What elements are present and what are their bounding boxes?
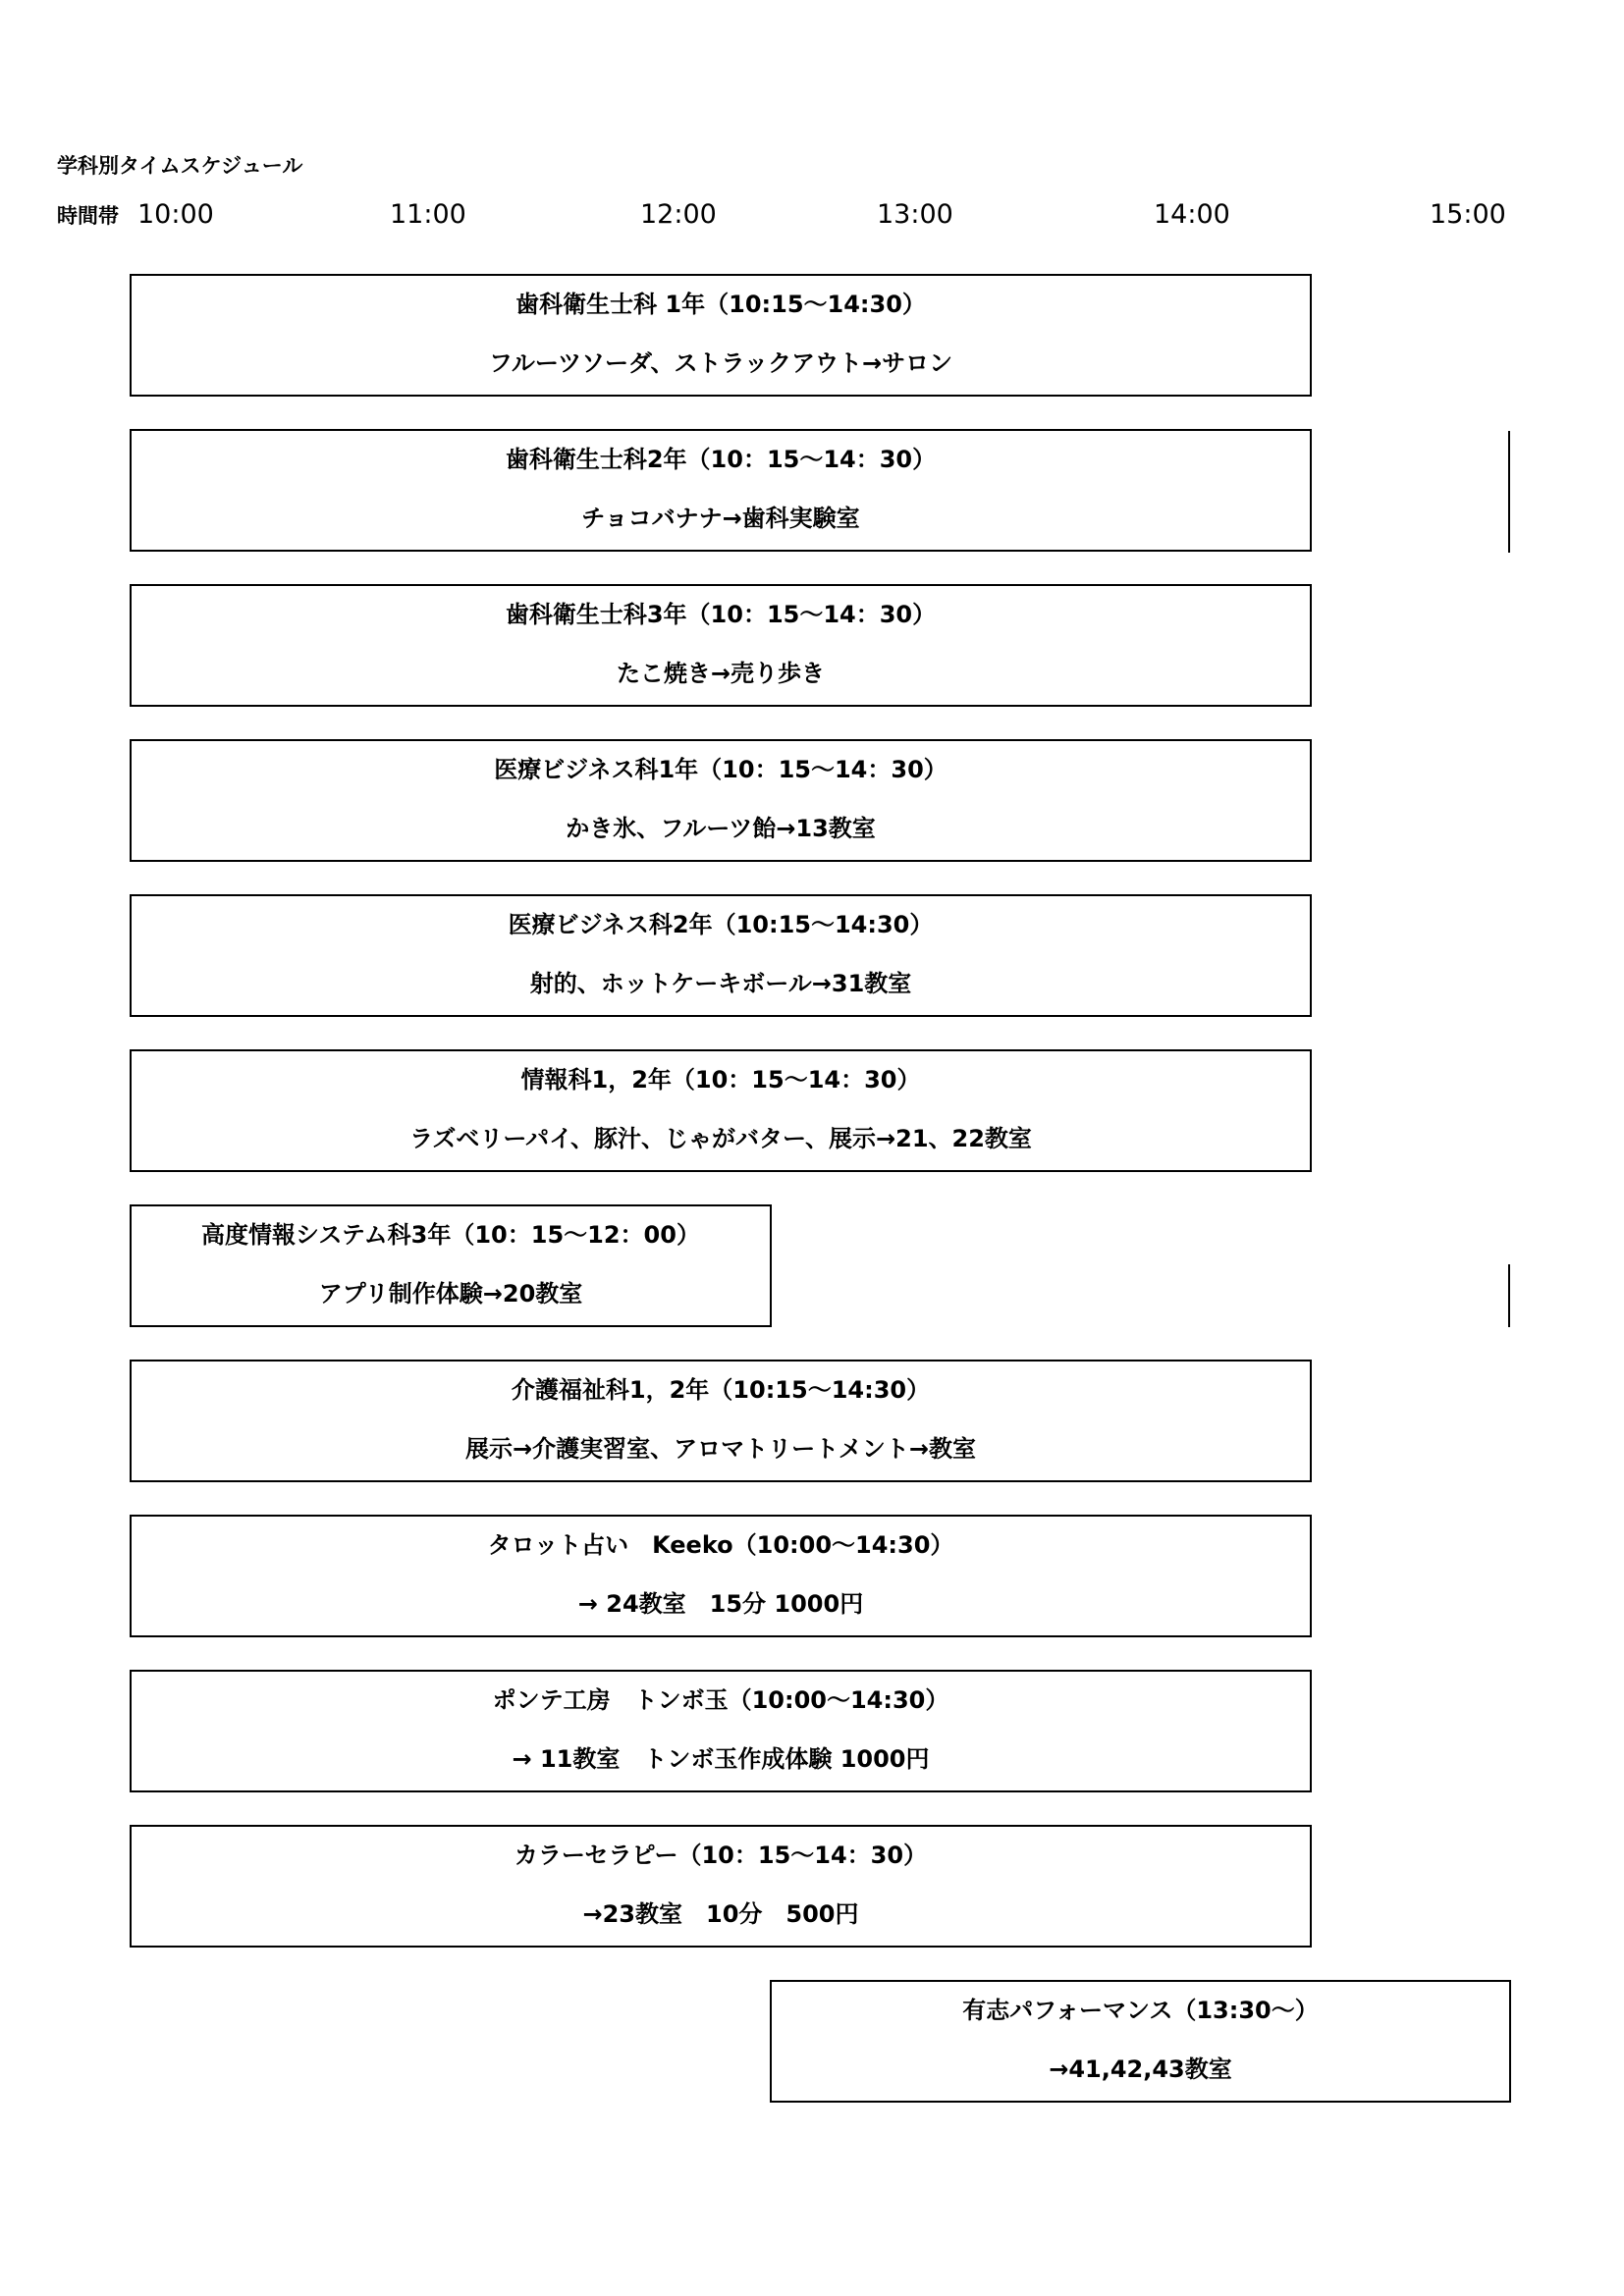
margin-rule-upper: [1508, 431, 1510, 553]
entry-heading: 医療ビジネス科1年（10：15～14：30）: [494, 756, 947, 783]
schedule-entry-dental-hygiene-1: [130, 274, 1312, 397]
entry-heading: カラーセラピー（10：15～14：30）: [514, 1842, 928, 1869]
entry-heading: 有志パフォーマンス（13:30～）: [962, 1997, 1319, 2024]
time-tick-1400: 14:00: [1154, 199, 1230, 230]
entry-detail: ラズベリーパイ、豚汁、じゃがバター、展示→21、22教室: [409, 1125, 1032, 1152]
entry-detail: かき氷、フルーツ飴→13教室: [566, 815, 876, 842]
schedule-entry-dental-hygiene-3: [130, 584, 1312, 707]
entry-detail: → 24教室 15分 1000円: [577, 1590, 864, 1618]
entry-heading: タロット占い Keeko（10:00～14:30）: [487, 1531, 954, 1559]
schedule-title: 学科別タイムスケジュール: [57, 154, 303, 178]
schedule-entry-advanced-information-systems: [130, 1204, 772, 1327]
time-tick-1300: 13:00: [877, 199, 953, 230]
schedule-entry-tarot: [130, 1515, 1312, 1637]
schedule-entry-ponte-workshop: [130, 1670, 1312, 1792]
entry-heading: 介護福祉科1，2年（10:15～14:30）: [511, 1376, 931, 1404]
entry-detail: たこ焼き→売り歩き: [616, 660, 826, 687]
entry-heading: 医療ビジネス科2年（10:15～14:30）: [508, 911, 934, 938]
schedule-entry-care-welfare: [130, 1360, 1312, 1482]
time-axis-label: 時間帯: [57, 204, 119, 228]
entry-heading: 高度情報システム科3年（10：15～12：00）: [201, 1221, 700, 1249]
entry-heading: 歯科衛生士科 1年（10:15～14:30）: [515, 291, 926, 318]
entry-heading: ポンテ工房 トンボ玉（10:00～14:30）: [492, 1686, 949, 1714]
time-tick-1000: 10:00: [137, 199, 214, 230]
entry-heading: 歯科衛生士科2年（10：15～14：30）: [505, 446, 937, 473]
schedule-entry-dental-hygiene-2: [130, 429, 1312, 552]
entry-heading: 歯科衛生士科3年（10：15～14：30）: [505, 601, 937, 628]
entry-detail: →23教室 10分 500円: [582, 1900, 859, 1928]
schedule-entry-color-therapy: [130, 1825, 1312, 1948]
schedule-entry-volunteer-performance: [770, 1980, 1511, 2103]
time-tick-1500: 15:00: [1430, 199, 1506, 230]
schedule-entry-medical-business-2: [130, 894, 1312, 1017]
entry-detail: → 11教室 トンボ玉作成体験 1000円: [512, 1745, 930, 1773]
margin-rule-lower: [1508, 1264, 1510, 1327]
entry-detail: フルーツソーダ、ストラックアウト→サロン: [488, 349, 953, 377]
time-tick-1100: 11:00: [390, 199, 466, 230]
schedule-entry-medical-business-1: [130, 739, 1312, 862]
schedule-entry-information: [130, 1049, 1312, 1172]
entry-heading: 情報科1，2年（10：15～14：30）: [520, 1066, 921, 1094]
entry-detail: 展示→介護実習室、アロマトリートメント→教室: [465, 1435, 976, 1463]
entry-detail: 射的、ホットケーキボール→31教室: [529, 970, 912, 997]
time-tick-1200: 12:00: [640, 199, 717, 230]
entry-detail: →41,42,43教室: [1049, 2056, 1232, 2083]
entry-detail: チョコバナナ→歯科実験室: [581, 505, 860, 532]
entry-detail: アプリ制作体験→20教室: [318, 1280, 583, 1308]
